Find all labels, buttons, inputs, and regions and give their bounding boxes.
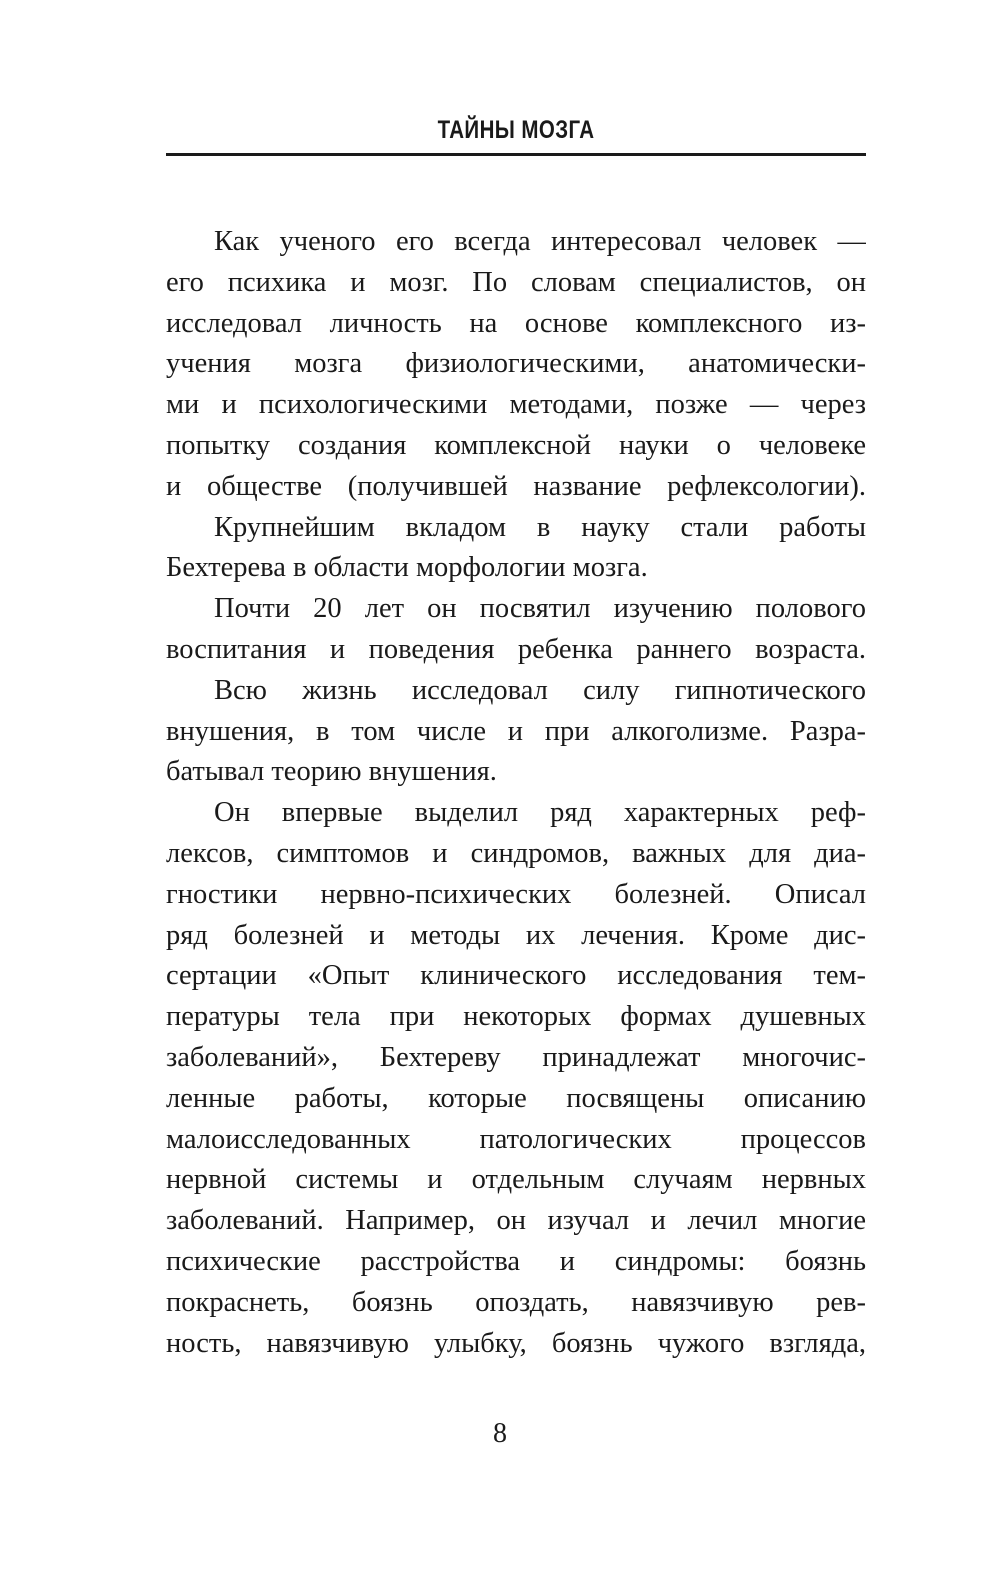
text-line: Он впервые выделил ряд характерных реф- [214,797,866,829]
text-line: ми и психологическими методами, позже — через [166,389,866,421]
text-line: его психика и мозг. По словам специалистов, он [166,266,866,298]
text-line: Крупнейшим вкладом в науку стали работы [214,511,866,543]
text-line: пературы тела при некоторых формах душевных [166,1001,866,1033]
text-line: ленные работы, которые посвящены описанию [166,1082,866,1114]
text-line: внушения, в том числе и при алкоголизме. Разра- [166,715,866,747]
text-line: малоисследованных патологических процессов [166,1123,866,1155]
text-line: гностики нервно-психических болезней. Описал [166,878,866,910]
text-line: нервной системы и отдельным случаям нервных [166,1164,866,1196]
text-line: заболеваний. Например, он изучал и лечил многие [166,1205,866,1237]
text-line: Как ученого его всегда интересовал человек — [214,226,866,257]
page-number: 8 [493,1418,507,1449]
text-line: Бехтерева в области морфологии мозга. [166,552,648,584]
text-line: Почти 20 лет он посвятил изучению полового [214,593,866,625]
text-line: сертации «Опыт клинического исследования тем- [166,960,866,992]
text-line: и обществе (получившей название рефлексологии). [166,470,866,502]
text-line: лексов, симптомов и синдромов, важных для диа- [166,837,866,869]
header-rule [166,153,866,156]
body-text [166,222,866,1364]
text-line: воспитания и поведения ребенка раннего возраста. [166,633,866,665]
text-line: заболеваний», Бехтереву принадлежат многочис- [166,1041,866,1073]
text-line: батывал теорию внушения. [166,756,497,788]
text-line: ряд болезней и методы их лечения. Кроме дис- [166,919,866,951]
text-line: исследовал личность на основе комплексного из- [166,307,866,339]
text-line: Всю жизнь исследовал силу гипнотического [214,674,866,706]
text-line: ность, навязчивую улыбку, боязнь чужого взгляда, [166,1327,866,1359]
text-line: учения мозга физиологическими, анатомически- [166,348,866,380]
text-line: попытку создания комплексной науки о человеке [166,429,866,461]
text-line: покраснеть, боязнь опоздать, навязчивую рев- [166,1286,866,1318]
running-head: ТАЙНЫ МОЗГА [437,116,595,144]
text-line: психические расстройства и синдромы: боязнь [166,1245,866,1277]
